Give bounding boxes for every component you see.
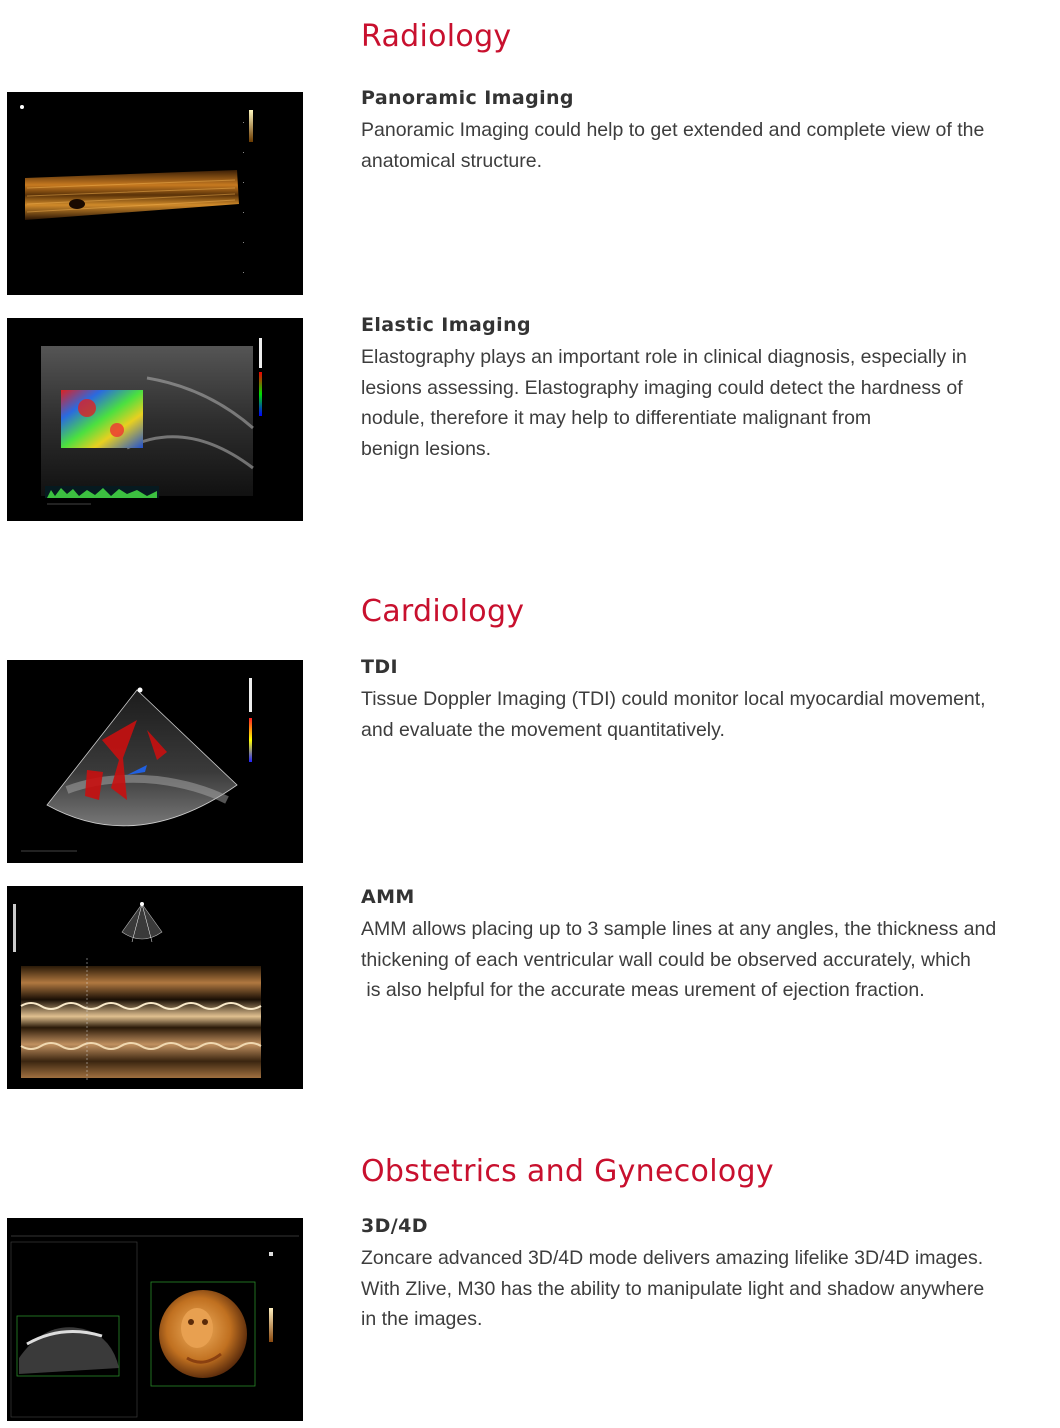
amm-ultrasound-image (7, 886, 303, 1089)
description-line: anatomical structure. (361, 149, 542, 172)
feature-description (361, 342, 1056, 464)
feature-tdi (361, 656, 1056, 745)
description-line: lesions assessing. Elastography imaging could detect the hardness of (361, 376, 963, 399)
obstetric-3d4d-ultrasound-image (7, 1218, 303, 1421)
tdi-ultrasound-image (7, 660, 303, 863)
elastography-ultrasound-image (7, 318, 303, 521)
panoramic-scan-graphic (7, 92, 303, 295)
section-heading-cardiology: Cardiology (361, 594, 525, 629)
feature-title: AMM (361, 886, 415, 908)
section-heading-radiology: Radiology (361, 19, 512, 54)
description-line: thickening of each ventricular wall could be observed accurately, which (361, 948, 971, 971)
description-line: Zoncare advanced 3D/4D mode delivers amazing lifelike 3D/4D images. (361, 1247, 984, 1269)
feature-3d4d (361, 1215, 1056, 1335)
obstetric-scan-graphic (7, 1218, 303, 1421)
description-line: Elastography plays an important role in clinical diagnosis, especially in (361, 346, 967, 368)
amm-scan-graphic (7, 886, 303, 1089)
elastography-scan-graphic (7, 318, 303, 521)
feature-panoramic-imaging (361, 87, 1056, 176)
tdi-scan-graphic (7, 660, 303, 863)
feature-title: TDI (361, 656, 399, 678)
feature-description (361, 1243, 1056, 1335)
description-line: in the images. (361, 1308, 483, 1330)
description-line: nodule, therefore it may help to differentiate malignant from (361, 407, 872, 429)
feature-description (361, 684, 1056, 745)
feature-title: Panoramic Imaging (361, 87, 574, 109)
panoramic-ultrasound-image (7, 92, 303, 295)
feature-elastic-imaging (361, 314, 1056, 464)
description-line: Tissue Doppler Imaging (TDI) could monitor local myocardial movement, (361, 688, 986, 710)
section-heading-obstetrics-gynecology: Obstetrics and Gynecology (361, 1154, 774, 1189)
feature-description (361, 115, 1056, 176)
feature-title: Elastic Imaging (361, 314, 532, 336)
feature-description (361, 914, 1056, 1006)
feature-title: 3D/4D (361, 1215, 428, 1237)
description-line: Panoramic Imaging could help to get extended and complete view of the (361, 119, 985, 141)
description-line: is also helpful for the accurate meas urement of ejection fraction. (361, 979, 925, 1001)
feature-amm (361, 886, 1056, 1006)
description-line: and evaluate the movement quantitatively. (361, 718, 725, 741)
description-line: AMM allows placing up to 3 sample lines at any angles, the thickness and (361, 918, 997, 940)
description-line: With Zlive, M30 has the ability to manipulate light and shadow anywhere (361, 1277, 985, 1300)
description-line: benign lesions. (361, 437, 492, 460)
